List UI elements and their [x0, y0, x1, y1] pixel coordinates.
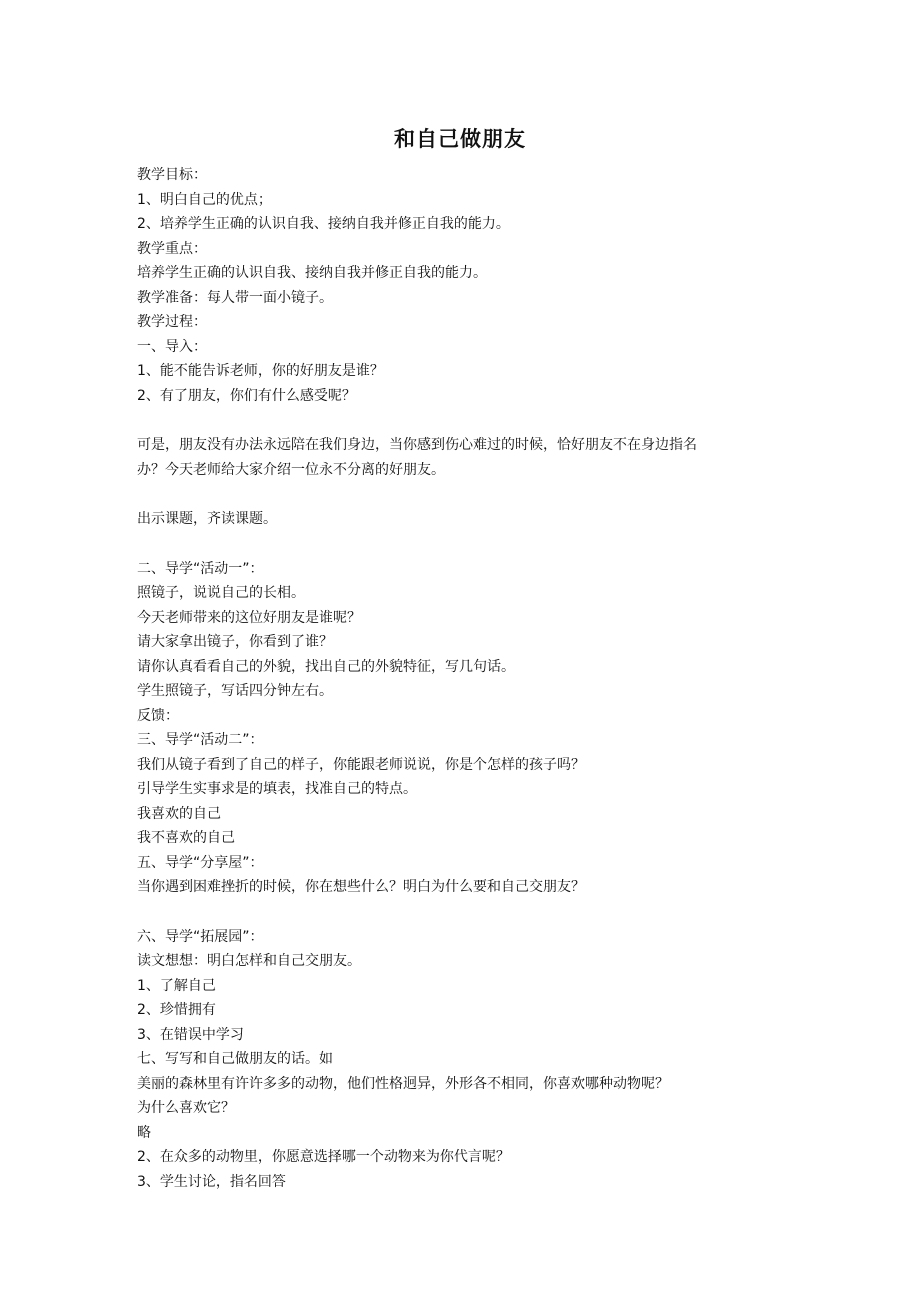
- paragraph-gap: [137, 408, 777, 433]
- text-line: 2、珍惜拥有: [137, 1002, 216, 1018]
- text-line: 当你遇到困难挫折的时候，你在想些什么？明白为什么要和自己交朋友？: [137, 879, 585, 895]
- text-line: 六、导学“拓展园”：: [137, 928, 264, 945]
- text-line: 3、学生讨论，指名回答: [137, 1173, 286, 1190]
- text-line: 反馈：: [137, 707, 179, 724]
- text-line: 教学重点：: [137, 240, 207, 257]
- paragraph-gap: [137, 532, 777, 557]
- text-line: 美丽的森林里有许许多多的动物，他们性格迥异，外形各不相同，你喜欢哪种动物呢？: [137, 1075, 669, 1092]
- text-line: 2、培养学生正确的认识自我、接纳自我并修正自我的能力。: [137, 216, 510, 232]
- text-line: 学生照镜子，写话四分钟左右。: [137, 683, 333, 699]
- document-body: [137, 163, 777, 1194]
- text-line: 我不喜欢的自己: [137, 830, 235, 846]
- text-line: 培养学生正确的认识自我、接纳自我并修正自我的能力。: [137, 265, 487, 281]
- text-line: 我们从镜子看到了自己的样子，你能跟老师说说，你是个怎样的孩子吗？: [137, 756, 585, 773]
- text-line: 二、导学“活动一”：: [137, 560, 264, 577]
- text-line: 2、有了朋友，你们有什么感受呢？: [137, 387, 356, 404]
- text-line: 出示课题，齐读课题。: [137, 511, 277, 527]
- text-line: 教学目标：: [137, 167, 207, 183]
- text-line: 3、在错误中学习: [137, 1026, 244, 1043]
- text-line: 略: [137, 1124, 151, 1141]
- text-line: 三、导学“活动二”：: [137, 732, 264, 748]
- text-line: 为什么喜欢它？: [137, 1100, 235, 1116]
- text-line: 1、能不能告诉老师，你的好朋友是谁？: [137, 363, 384, 379]
- text-line: 2、在众多的动物里，你愿意选择哪一个动物来为你代言呢？: [137, 1149, 510, 1165]
- text-line: 照镜子，说说自己的长相。: [137, 585, 305, 601]
- text-line: 1、明白自己的优点；: [137, 191, 272, 208]
- text-line: 1、了解自己: [137, 977, 216, 994]
- text-line: 教学准备：每人带一面小镜子。: [137, 289, 333, 306]
- text-line: 办？今天老师给大家介绍一位永不分离的好朋友。: [137, 461, 445, 478]
- text-line: 请你认真看看自己的外貌，找出自己的外貌特征，写几句话。: [137, 658, 515, 675]
- text-line: 我喜欢的自己: [137, 805, 221, 822]
- text-line: 七、写写和自己做朋友的话。如: [137, 1051, 333, 1067]
- page-title: 和自己做朋友: [394, 127, 526, 151]
- text-line: 引导学生实事求是的填表，找准自己的特点。: [137, 781, 417, 797]
- text-line: 可是，朋友没有办法永远陪在我们身边，当你感到伤心难过的时候，恰好朋友不在身边指名: [137, 437, 697, 453]
- paragraph-gap: [137, 900, 777, 925]
- text-line: 教学过程：: [137, 314, 207, 330]
- text-line: 一、导入：: [137, 338, 207, 355]
- text-line: 今天老师带来的这位好朋友是谁呢？: [137, 609, 361, 626]
- text-line: 五、导学“分享屋”：: [137, 854, 264, 871]
- paragraph-gap: [137, 482, 777, 507]
- text-line: 读文想想：明白怎样和自己交朋友。: [137, 953, 361, 969]
- text-line: 请大家拿出镜子，你看到了谁？: [137, 634, 333, 650]
